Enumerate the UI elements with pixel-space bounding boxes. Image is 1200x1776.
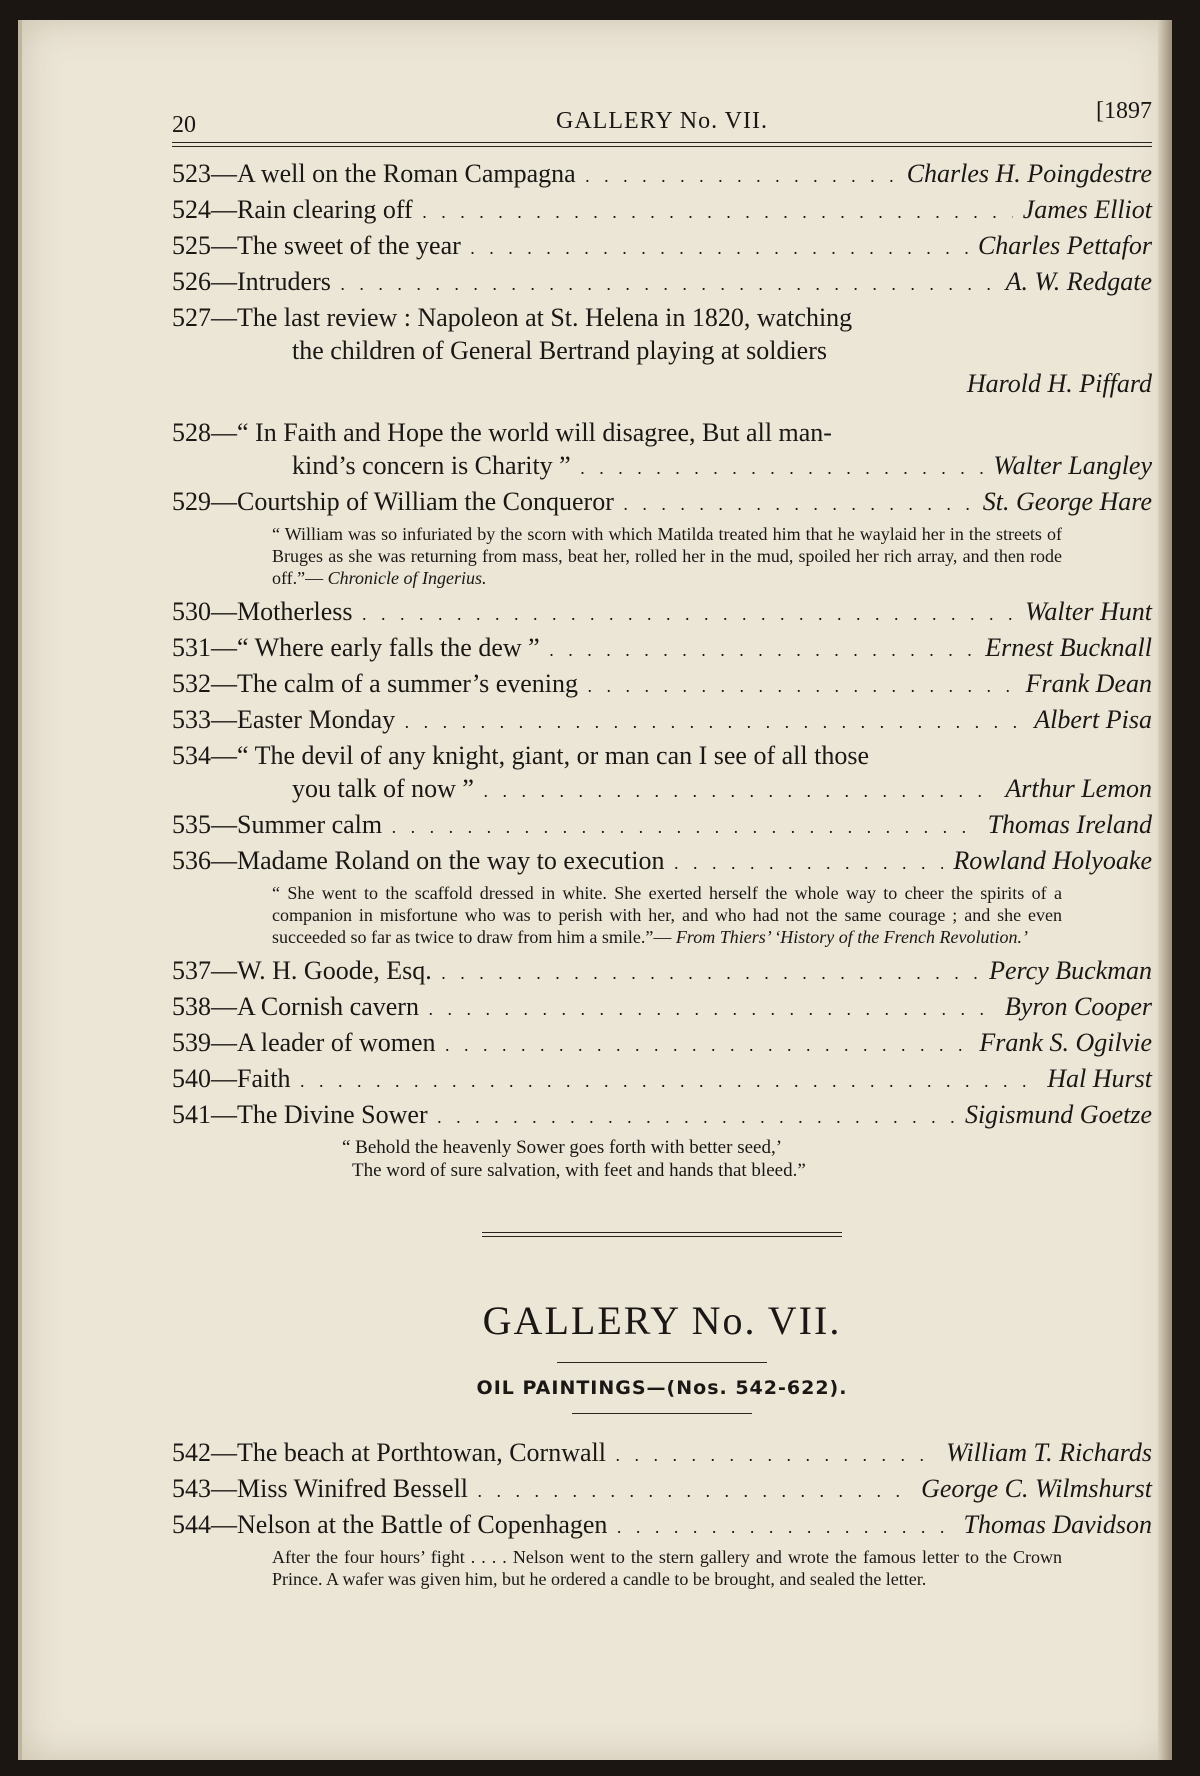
catalogue-entry (172, 229, 1152, 265)
entry-artist: Rowland Holyoake (953, 846, 1152, 875)
quotation-text: “ William was so infuriated by the scorn with which Matilda treated him that he waylaid her in the streets of Bruges as she was returning from mass, beat her, rolled her in the mud, spoiled her rich array, and then rode off.”— (272, 524, 1062, 588)
catalogue-entry (172, 1026, 1152, 1062)
entry-title-line: 527—The last review : Napoleon at St. Helena in 1820, watching (172, 303, 853, 332)
verse-line: “ Behold the heavenly Sower goes forth with better seed,’ (342, 1137, 783, 1158)
catalogue-entry (172, 301, 1152, 400)
catalogue-entry (172, 631, 1152, 667)
entry-title-continuation: the children of General Bertrand playing at soldiers (292, 336, 827, 365)
entry-artist: Albert Pisa (1034, 705, 1152, 734)
entry-artist: Hal Hurst (1047, 1064, 1152, 1093)
catalogue-entry (172, 1062, 1152, 1098)
running-title: GALLERY No. VII. (556, 108, 768, 134)
entry-artist: A. W. Redgate (1005, 267, 1152, 296)
catalogue-entry (172, 703, 1152, 739)
entry-artist: Sigismund Goetze (964, 1100, 1152, 1129)
catalogue-entry (172, 265, 1152, 301)
entry-title: 526—Intruders . . . (172, 265, 996, 301)
entry-artist: Arthur Lemon (1005, 774, 1152, 803)
entry-artist: George C. Wilmshurst (921, 1474, 1152, 1503)
entry-artist: Frank Dean (1025, 669, 1152, 698)
catalogue-entry (172, 808, 1152, 844)
catalogue-entry (172, 739, 1152, 808)
entry-title: 530—Motherless . . . (172, 595, 1015, 631)
year-mark: [1897 (1096, 98, 1152, 124)
entry-title: 525—The sweet of the year . . . (172, 229, 968, 265)
running-head (172, 90, 1152, 138)
entry-title: 535—Summer calm . . . (172, 808, 978, 844)
entry-title: 529—Courtship of William the Conqueror . . . (172, 485, 973, 521)
entry-artist: Frank S. Ogilvie (979, 1028, 1152, 1057)
entry-title-continuation: kind’s concern is Charity ” . . . (292, 449, 983, 485)
entry-title: 543—Miss Winifred Bessell . . . (172, 1472, 911, 1508)
entry-artist: Ernest Bucknall (985, 633, 1152, 662)
quotation-source: Chronicle of Ingerius. (327, 568, 487, 588)
quotation-source: From Thiers’ ‘History of the French Revolution.’ (675, 927, 1028, 947)
entry-title: 523—A well on the Roman Campagna . . . (172, 157, 897, 193)
catalogue-entry (172, 667, 1152, 703)
entry-title: 524—Rain clearing off . . . (172, 193, 1013, 229)
entry-title-line: 534—“ The devil of any knight, giant, or man can I see of all those (172, 741, 869, 770)
entry-quotation (172, 882, 1152, 948)
catalogue-entry (172, 990, 1152, 1026)
entry-artist: Thomas Ireland (987, 810, 1152, 839)
entry-artist: Thomas Davidson (963, 1510, 1152, 1539)
catalogue-entry (172, 485, 1152, 521)
entry-title: 533—Easter Monday . . . (172, 703, 1024, 739)
entry-title: 539—A leader of women . . . (172, 1026, 969, 1062)
section-subheading: OIL PAINTINGS—(Nos. 542-622). (476, 1377, 848, 1399)
catalogue-entry (172, 595, 1152, 631)
quotation-text: “ She went to the scaffold dressed in white. She exerted herself the whole way to cheer the spirits of a companion in misfortune who was to perish with her, and who had not the same courage ; and she even succeeded so far as twice to draw from him a smile.”— (272, 883, 1062, 947)
entry-title: 542—The beach at Porthtowan, Cornwall . . . (172, 1436, 936, 1472)
book-gutter (1158, 20, 1172, 1760)
entry-artist: William T. Richards (946, 1438, 1152, 1467)
verse-line: The word of sure salvation, with feet and hands that bleed.” (352, 1160, 806, 1181)
quotation-text: After the four hours’ fight . . . . Nelson went to the stern gallery and wrote the famous letter to the Crown Prince. A wafer was given him, but he ordered a candle to be brought, and sealed the letter. (272, 1547, 1062, 1589)
entry-artist: St. George Hare (982, 487, 1152, 516)
catalogue-entry (172, 416, 1152, 485)
catalogue-entry (172, 193, 1152, 229)
catalogue-entry (172, 1098, 1152, 1134)
entry-title: 537—W. H. Goode, Esq. . . . (172, 954, 979, 990)
catalogue-entry (172, 1472, 1152, 1508)
section-title: GALLERY No. VII. (482, 1298, 842, 1343)
entry-quotation (172, 523, 1152, 589)
entry-title: 538—A Cornish cavern . . . (172, 990, 995, 1026)
entry-verse (172, 1136, 1152, 1182)
catalogue-entry (172, 1508, 1152, 1544)
entry-artist: Walter Hunt (1025, 597, 1152, 626)
entry-artist: James Elliot (1022, 195, 1152, 224)
entry-title: 541—The Divine Sower . . . (172, 1098, 955, 1134)
entry-quotation (172, 1546, 1152, 1590)
entry-artist: Byron Cooper (1004, 992, 1152, 1021)
section-separator (482, 1232, 842, 1237)
catalogue-entry (172, 844, 1152, 880)
catalogue-entry (172, 954, 1152, 990)
title-rule (557, 1362, 767, 1363)
entry-title-line: 528—“ In Faith and Hope the world will disagree, But all man- (172, 418, 832, 447)
entry-title: 544—Nelson at the Battle of Copenhagen . . . (172, 1508, 953, 1544)
page-number: 20 (172, 112, 196, 138)
catalogue-entry (172, 1436, 1152, 1472)
entry-artist: Charles H. Poingdestre (906, 159, 1152, 188)
page-content (172, 90, 1152, 1596)
catalogue-entry (172, 157, 1152, 193)
entry-artist: Harold H. Piffard (966, 369, 1152, 398)
entry-artist: Walter Langley (993, 451, 1152, 480)
book-page (18, 20, 1172, 1760)
entry-title-continuation: you talk of now ” . . . (292, 772, 995, 808)
entry-title: 531—“ Where early falls the dew ” . . . (172, 631, 975, 667)
entry-artist: Percy Buckman (989, 956, 1152, 985)
subheading-rule (572, 1413, 752, 1414)
entry-title: 540—Faith . . . (172, 1062, 1037, 1098)
entry-title: 536—Madame Roland on the way to execution . . . (172, 844, 943, 880)
header-rule (172, 142, 1152, 147)
entry-artist: Charles Pettafor (977, 231, 1152, 260)
entry-title: 532—The calm of a summer’s evening . . . (172, 667, 1016, 703)
